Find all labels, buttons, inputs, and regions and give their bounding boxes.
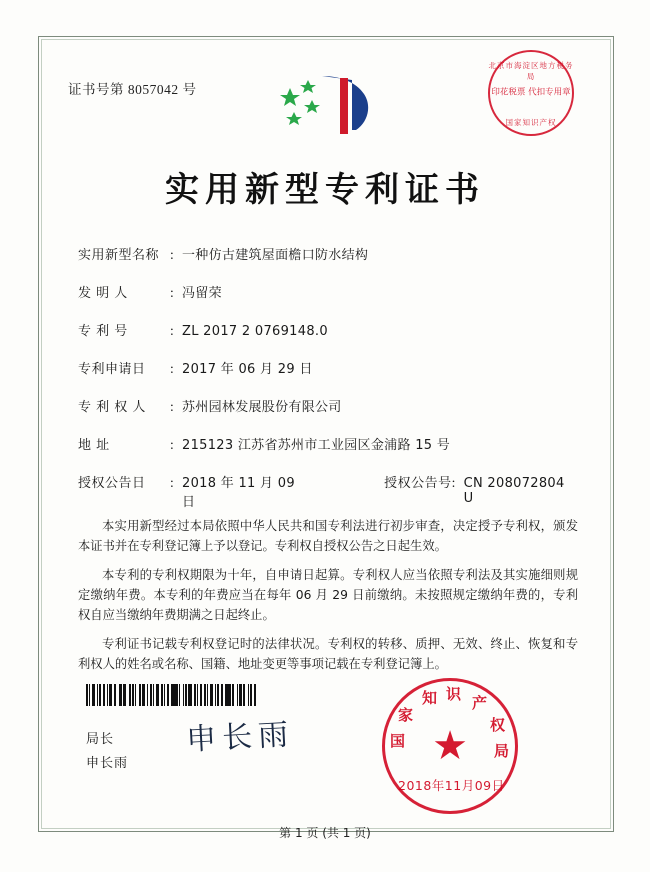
field-separator: : (170, 399, 174, 414)
field-value-grant-date: 2018 年 11 月 09 日 (182, 476, 295, 510)
field-label-grant-number: 授权公告号 (384, 476, 452, 491)
grant-number-group (384, 472, 578, 506)
field-value-name: 一种仿古建筑屋面檐口防水结构 (182, 248, 369, 263)
legal-text-block (78, 516, 578, 683)
field-row-inventor (78, 282, 578, 301)
field-separator: : (170, 285, 174, 300)
field-row-application-date (78, 358, 578, 377)
field-value-inventor: 冯留荣 (182, 286, 222, 301)
field-value-application-date: 2017 年 06 月 29 日 (182, 362, 313, 377)
paragraph-3: 专利证书记载专利权登记时的法律状况。专利权的转移、质押、无效、终止、恢复和专利权人的姓名或名称、国籍、地址变更等事项记载在专利登记簿上。 (78, 637, 578, 671)
field-row-name (78, 244, 578, 263)
patent-office-logo (260, 72, 390, 138)
signature-handwritten: 申长雨 (185, 717, 296, 758)
field-row-grant (78, 472, 578, 510)
field-label-address: 地 址 (78, 438, 110, 453)
field-label-patent-number: 专 利 号 (78, 324, 128, 339)
signature-role-label: 局长 (86, 732, 115, 747)
field-value-address: 215123 江苏省苏州市工业园区金浦路 15 号 (182, 438, 451, 453)
field-label-name: 实用新型名称 (78, 248, 160, 263)
logo-icon (260, 72, 390, 138)
page-footer: 第 1 页 (共 1 页) (279, 826, 371, 840)
tax-stamp-seal (488, 50, 574, 136)
field-separator: : (170, 475, 174, 490)
seal-char-6: 局 (494, 742, 510, 760)
seal-char-2: 知 (422, 689, 438, 707)
certificate-number: 证书号第 8057042 号 (68, 82, 197, 97)
field-label-inventor: 发 明 人 (78, 286, 128, 301)
field-value-patentee: 苏州园林发展股份有限公司 (182, 400, 342, 415)
seal-arc-top-text: 北京市海淀区地方税务局 (488, 61, 574, 81)
page-title: 实用新型专利证书 (165, 170, 485, 210)
seal-char-0: 国 (390, 732, 406, 750)
field-separator: : (170, 361, 174, 376)
paragraph-1: 本实用新型经过本局依照中华人民共和国专利法进行初步审查，决定授予专利权，颁发本证书并在专利登记簿上予以登记。专利权自授权公告之日起生效。 (78, 519, 578, 553)
field-separator: : (170, 247, 174, 262)
paragraph-2: 本专利的专利权期限为十年，自申请日起算。专利权人应当依照专利法及其实施细则规定缴纳年费。本专利的年费应当在每年 06 月 29 日前缴纳。未按照规定缴纳年费的，专利权自应当缴纳年费期满之日起终止。 (78, 568, 578, 622)
seal-char-1: 家 (398, 706, 414, 724)
field-separator: : (451, 475, 456, 490)
field-row-patentee (78, 396, 578, 415)
signature-printed-name: 申长雨 (86, 756, 129, 771)
field-value-grant-number: CN 208072804 U (463, 476, 565, 506)
star-icon: ★ (432, 723, 468, 768)
barcode (86, 684, 258, 706)
field-label-application-date: 专利申请日 (78, 362, 146, 377)
field-label-grant-date: 授权公告日 (78, 476, 146, 491)
field-separator: : (170, 437, 174, 452)
field-label-patentee: 专 利 权 人 (78, 400, 146, 415)
field-list (78, 244, 578, 529)
seal-arc-bottom-text: 国家知识产权 (505, 118, 557, 127)
seal-char-3: 识 (446, 685, 462, 703)
seal-char-4: 产 (472, 694, 488, 712)
seal-date: 2018年11月09日 (398, 778, 505, 793)
seal-center-text: 印花税票 代扣专用章 (491, 87, 571, 98)
field-row-patent-number (78, 320, 578, 339)
seal-char-5: 权 (490, 716, 506, 734)
field-separator: : (170, 323, 174, 338)
field-value-patent-number: ZL 2017 2 0769148.0 (182, 324, 328, 339)
field-row-address (78, 434, 578, 453)
